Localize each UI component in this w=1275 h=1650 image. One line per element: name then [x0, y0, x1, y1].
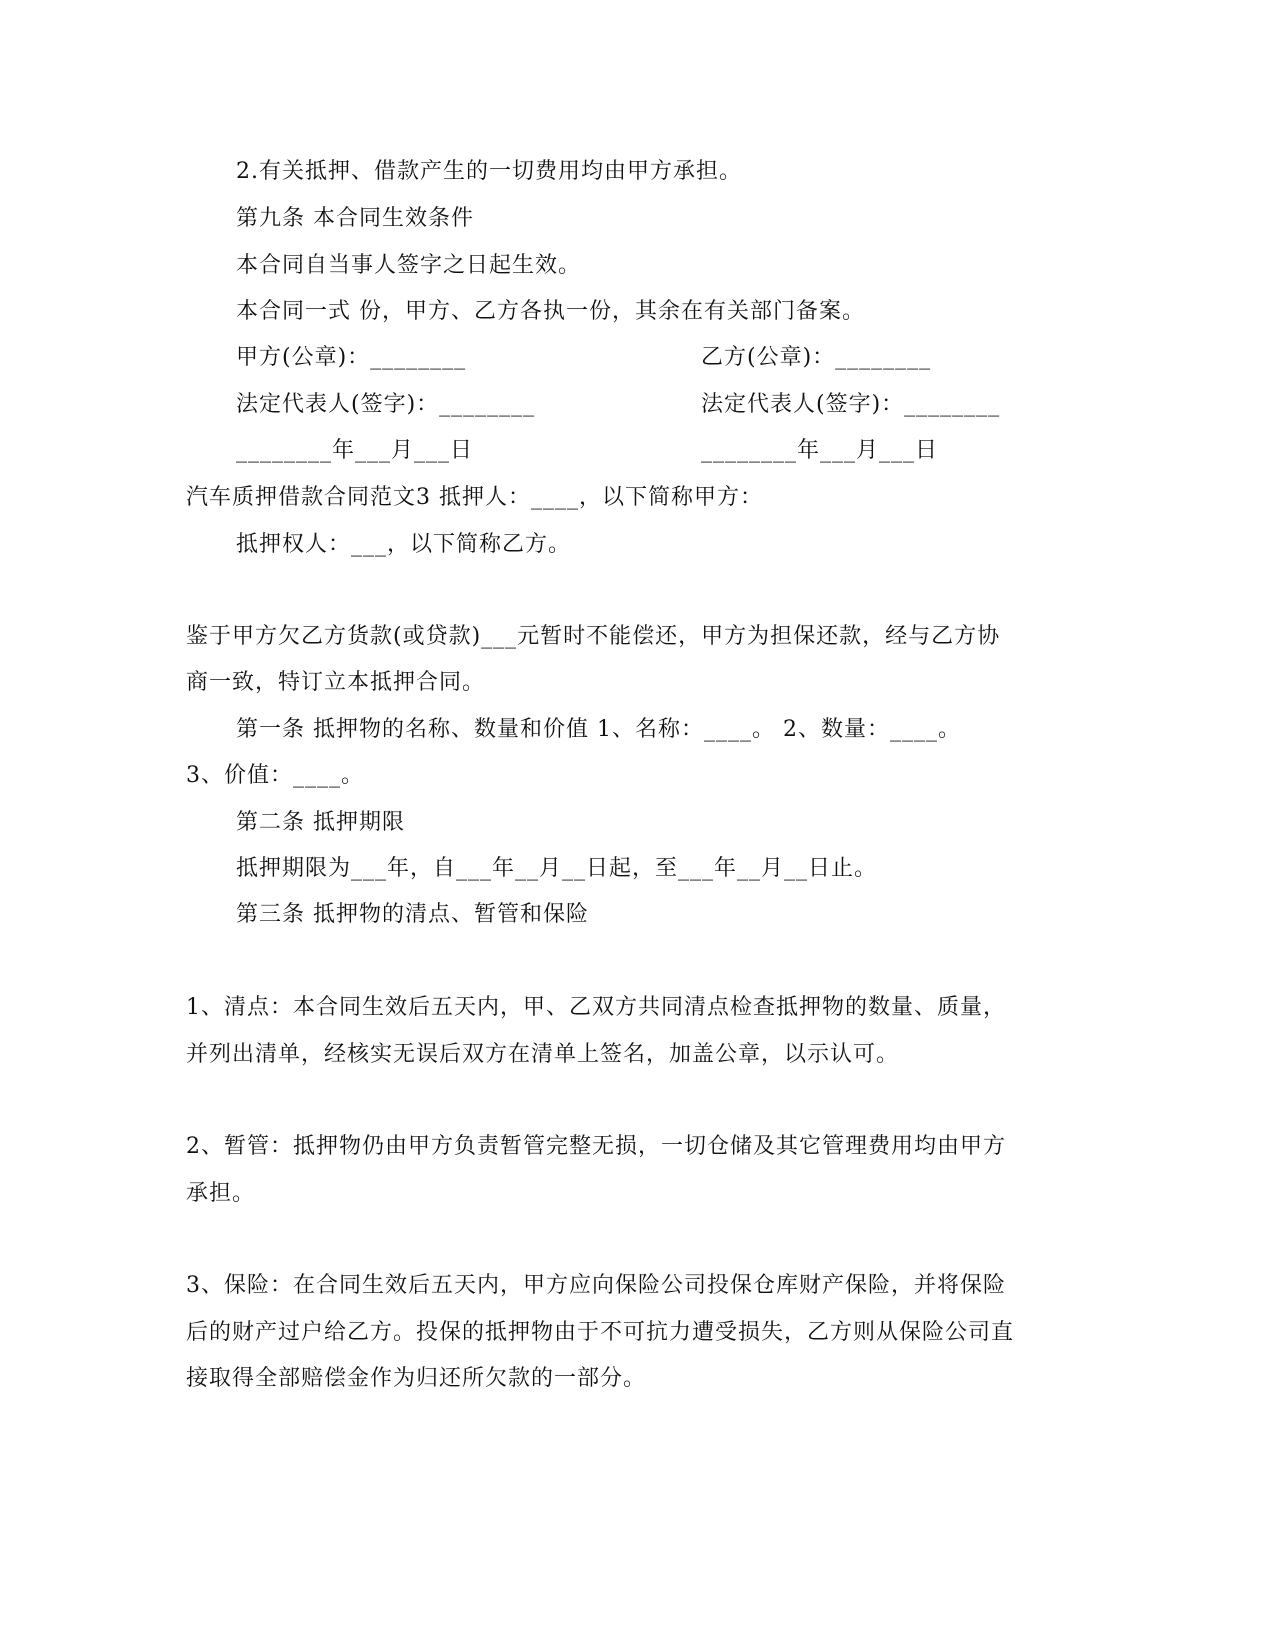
clause-line: 接取得全部赔偿金作为归还所欠款的一部分。	[186, 1366, 647, 1391]
preamble-line: 商一致，特订立本抵押合同。	[186, 670, 486, 695]
mortgagee-line: 抵押权人：___，以下简称乙方。	[236, 532, 572, 557]
text-line: 2.有关抵押、借款产生的一切费用均由甲方承担。	[236, 159, 742, 184]
party-b-representative: 法定代表人(签字)：________	[701, 392, 1001, 417]
party-a-date: ________年___月___日	[236, 438, 474, 463]
article-heading: 第九条 本合同生效条件	[236, 206, 474, 231]
clause-line: 3、保险：在合同生效后五天内，甲方应向保险公司投保仓库财产保险，并将保险	[186, 1273, 1006, 1298]
clause-line: 并列出清单，经核实无误后双方在清单上签名，加盖公章，以示认可。	[186, 1042, 900, 1067]
clause-line: 1、清点：本合同生效后五天内，甲、乙双方共同清点检查抵押物的数量、质量，	[186, 995, 1006, 1020]
clause-line: 后的财产过户给乙方。投保的抵押物由于不可抗力遭受损失，乙方则从保险公司直	[186, 1320, 1015, 1345]
article-heading: 第二条 抵押期限	[236, 810, 405, 835]
article-1-line: 第一条 抵押物的名称、数量和价值 1、名称：____。 2、数量：____。	[236, 717, 961, 742]
clause-line: 2、暂管：抵押物仍由甲方负责暂管完整无损，一切仓储及其它管理费用均由甲方	[186, 1134, 1006, 1159]
party-a-representative: 法定代表人(签字)：________	[236, 392, 536, 417]
preamble-line: 鉴于甲方欠乙方货款(或贷款)___元暂时不能偿还，甲方为担保还款，经与乙方协	[186, 624, 1001, 649]
text-line: 本合同一式 份，甲方、乙方各执一份，其余在有关部门备案。	[236, 299, 865, 324]
party-b-date: ________年___月___日	[701, 438, 939, 463]
article-2-body: 抵押期限为___年，自___年__月__日起，至___年__月__日止。	[236, 856, 878, 881]
contract-title-line: 汽车质押借款合同范文3 抵押人：____，以下简称甲方：	[186, 485, 763, 510]
party-b-seal: 乙方(公章)：________	[701, 345, 932, 370]
party-a-seal: 甲方(公章)：________	[236, 345, 467, 370]
article-1-line: 3、价值：____。	[186, 763, 364, 788]
article-heading: 第三条 抵押物的清点、暂管和保险	[236, 902, 589, 927]
clause-line: 承担。	[186, 1181, 256, 1206]
text-line: 本合同自当事人签字之日起生效。	[236, 253, 582, 278]
